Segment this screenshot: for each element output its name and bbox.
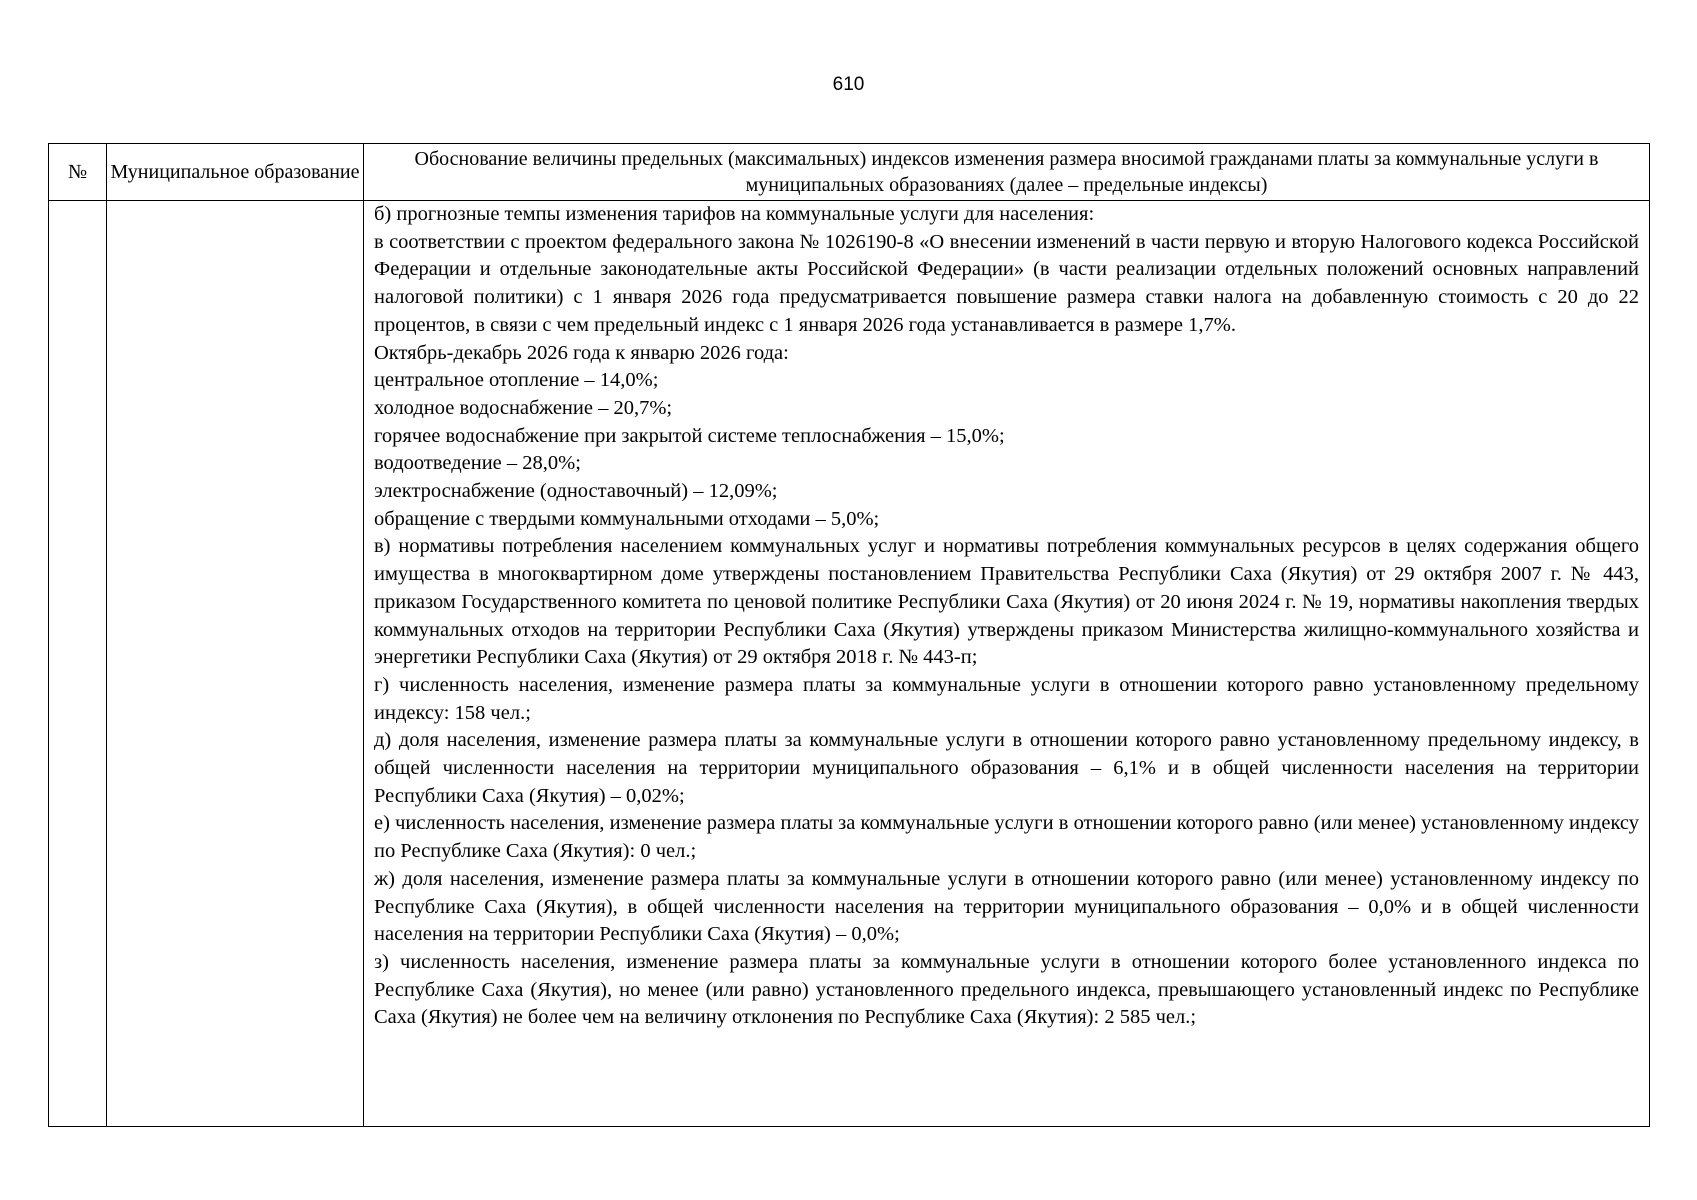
table-row bbox=[49, 201, 1650, 1127]
paragraph: в соответствии с проектом федерального закона № 1026190-8 «О внесении изменений в части первую и вторую Налогового кодекса Российской Федерации и отдельные законодательные акты Российской Федерации» (в части реализации отдельных положений основных направлений налоговой политики) с 1 января 2026 года предусматривается повышение размера ставки налога на добавленную стоимость с 20 до 22 процентов, в связи с чем предельный индекс с 1 января 2026 года устанавливается в размере 1,7%. bbox=[374, 230, 1639, 336]
justification-table bbox=[48, 143, 1650, 1127]
paragraph: в) нормативы потребления населением коммунальных услуг и нормативы потребления коммунальных ресурсов в целях содержания общего имущества в многоквартирном доме утверждены постановлением Правительства Республики Саха (Якутия) от 29 октября 2007 г. № 443, приказом Государственного комитета по ценовой политике Республики Саха (Якутия) от 20 июня 2024 г. № 19, нормативы накопления твердых коммунальных отходов на территории Республики Саха (Якутия) утверждены приказом Министерства жилищно-коммунального хозяйства и энергетики Республики Саха (Якутия) от 29 октября 2018 г. № 443-п; bbox=[374, 535, 1639, 669]
paragraph: Октябрь-декабрь 2026 года к январю 2026 года: bbox=[374, 341, 789, 364]
paragraph: горячее водоснабжение при закрытой системе теплоснабжения – 15,0%; bbox=[374, 424, 1005, 447]
header-number: № bbox=[49, 144, 107, 201]
header-municipality: Муниципальное образование bbox=[107, 144, 364, 201]
paragraph: обращение с твердыми коммунальными отходами – 5,0%; bbox=[374, 507, 880, 530]
paragraph: з) численность населения, изменение размера платы за коммунальные услуги в отношении которого более установленного индекса по Республике Саха (Якутия), но менее (или равно) установленного предельного индекса, превышающего установленный индекс по Республике Саха (Якутия) не более чем на величину отклонения по Республике Саха (Якутия): 2 585 чел.; bbox=[374, 950, 1639, 1029]
paragraph: г) численность населения, изменение размера платы за коммунальные услуги в отношении которого равно установленному предельному индексу: 158 чел.; bbox=[374, 673, 1639, 724]
paragraph: б) прогнозные темпы изменения тарифов на коммунальные услуги для населения: bbox=[374, 203, 1095, 225]
page-number: 610 bbox=[832, 74, 865, 95]
paragraph: водоотведение – 28,0%; bbox=[374, 452, 581, 475]
table-header-row bbox=[49, 144, 1650, 201]
cell-number bbox=[49, 201, 107, 1127]
header-justification: Обоснование величины предельных (максимальных) индексов изменения размера вносимой гражданами платы за коммунальные услуги в муниципальных образованиях (далее – предельные индексы) bbox=[364, 144, 1650, 201]
paragraph: ж) доля населения, изменение размера платы за коммунальные услуги в отношении которого равно (или менее) установленному индексу по Республике Саха (Якутия), в общей численности населения на территории муниципального образования – 0,0% и в общей численности населения на территории Республики Саха (Якутия) – 0,0%; bbox=[374, 867, 1639, 946]
cell-justification bbox=[364, 201, 1650, 1127]
cell-municipality bbox=[107, 201, 364, 1127]
paragraph: холодное водоснабжение – 20,7%; bbox=[374, 396, 673, 419]
paragraph: д) доля населения, изменение размера платы за коммунальные услуги в отношении которого равно установленному предельному индексу, в общей численности населения на территории муниципального образования – 6,1% и в общей численности населения на территории Республики Саха (Якутия) – 0,02%; bbox=[374, 729, 1639, 807]
paragraph: электроснабжение (одноставочный) – 12,09%; bbox=[374, 480, 778, 503]
paragraph: центральное отопление – 14,0%; bbox=[374, 369, 659, 392]
paragraph: е) численность населения, изменение размера платы за коммунальные услуги в отношении которого равно (или менее) установленному индексу по Республике Саха (Якутия): 0 чел.; bbox=[374, 812, 1639, 863]
